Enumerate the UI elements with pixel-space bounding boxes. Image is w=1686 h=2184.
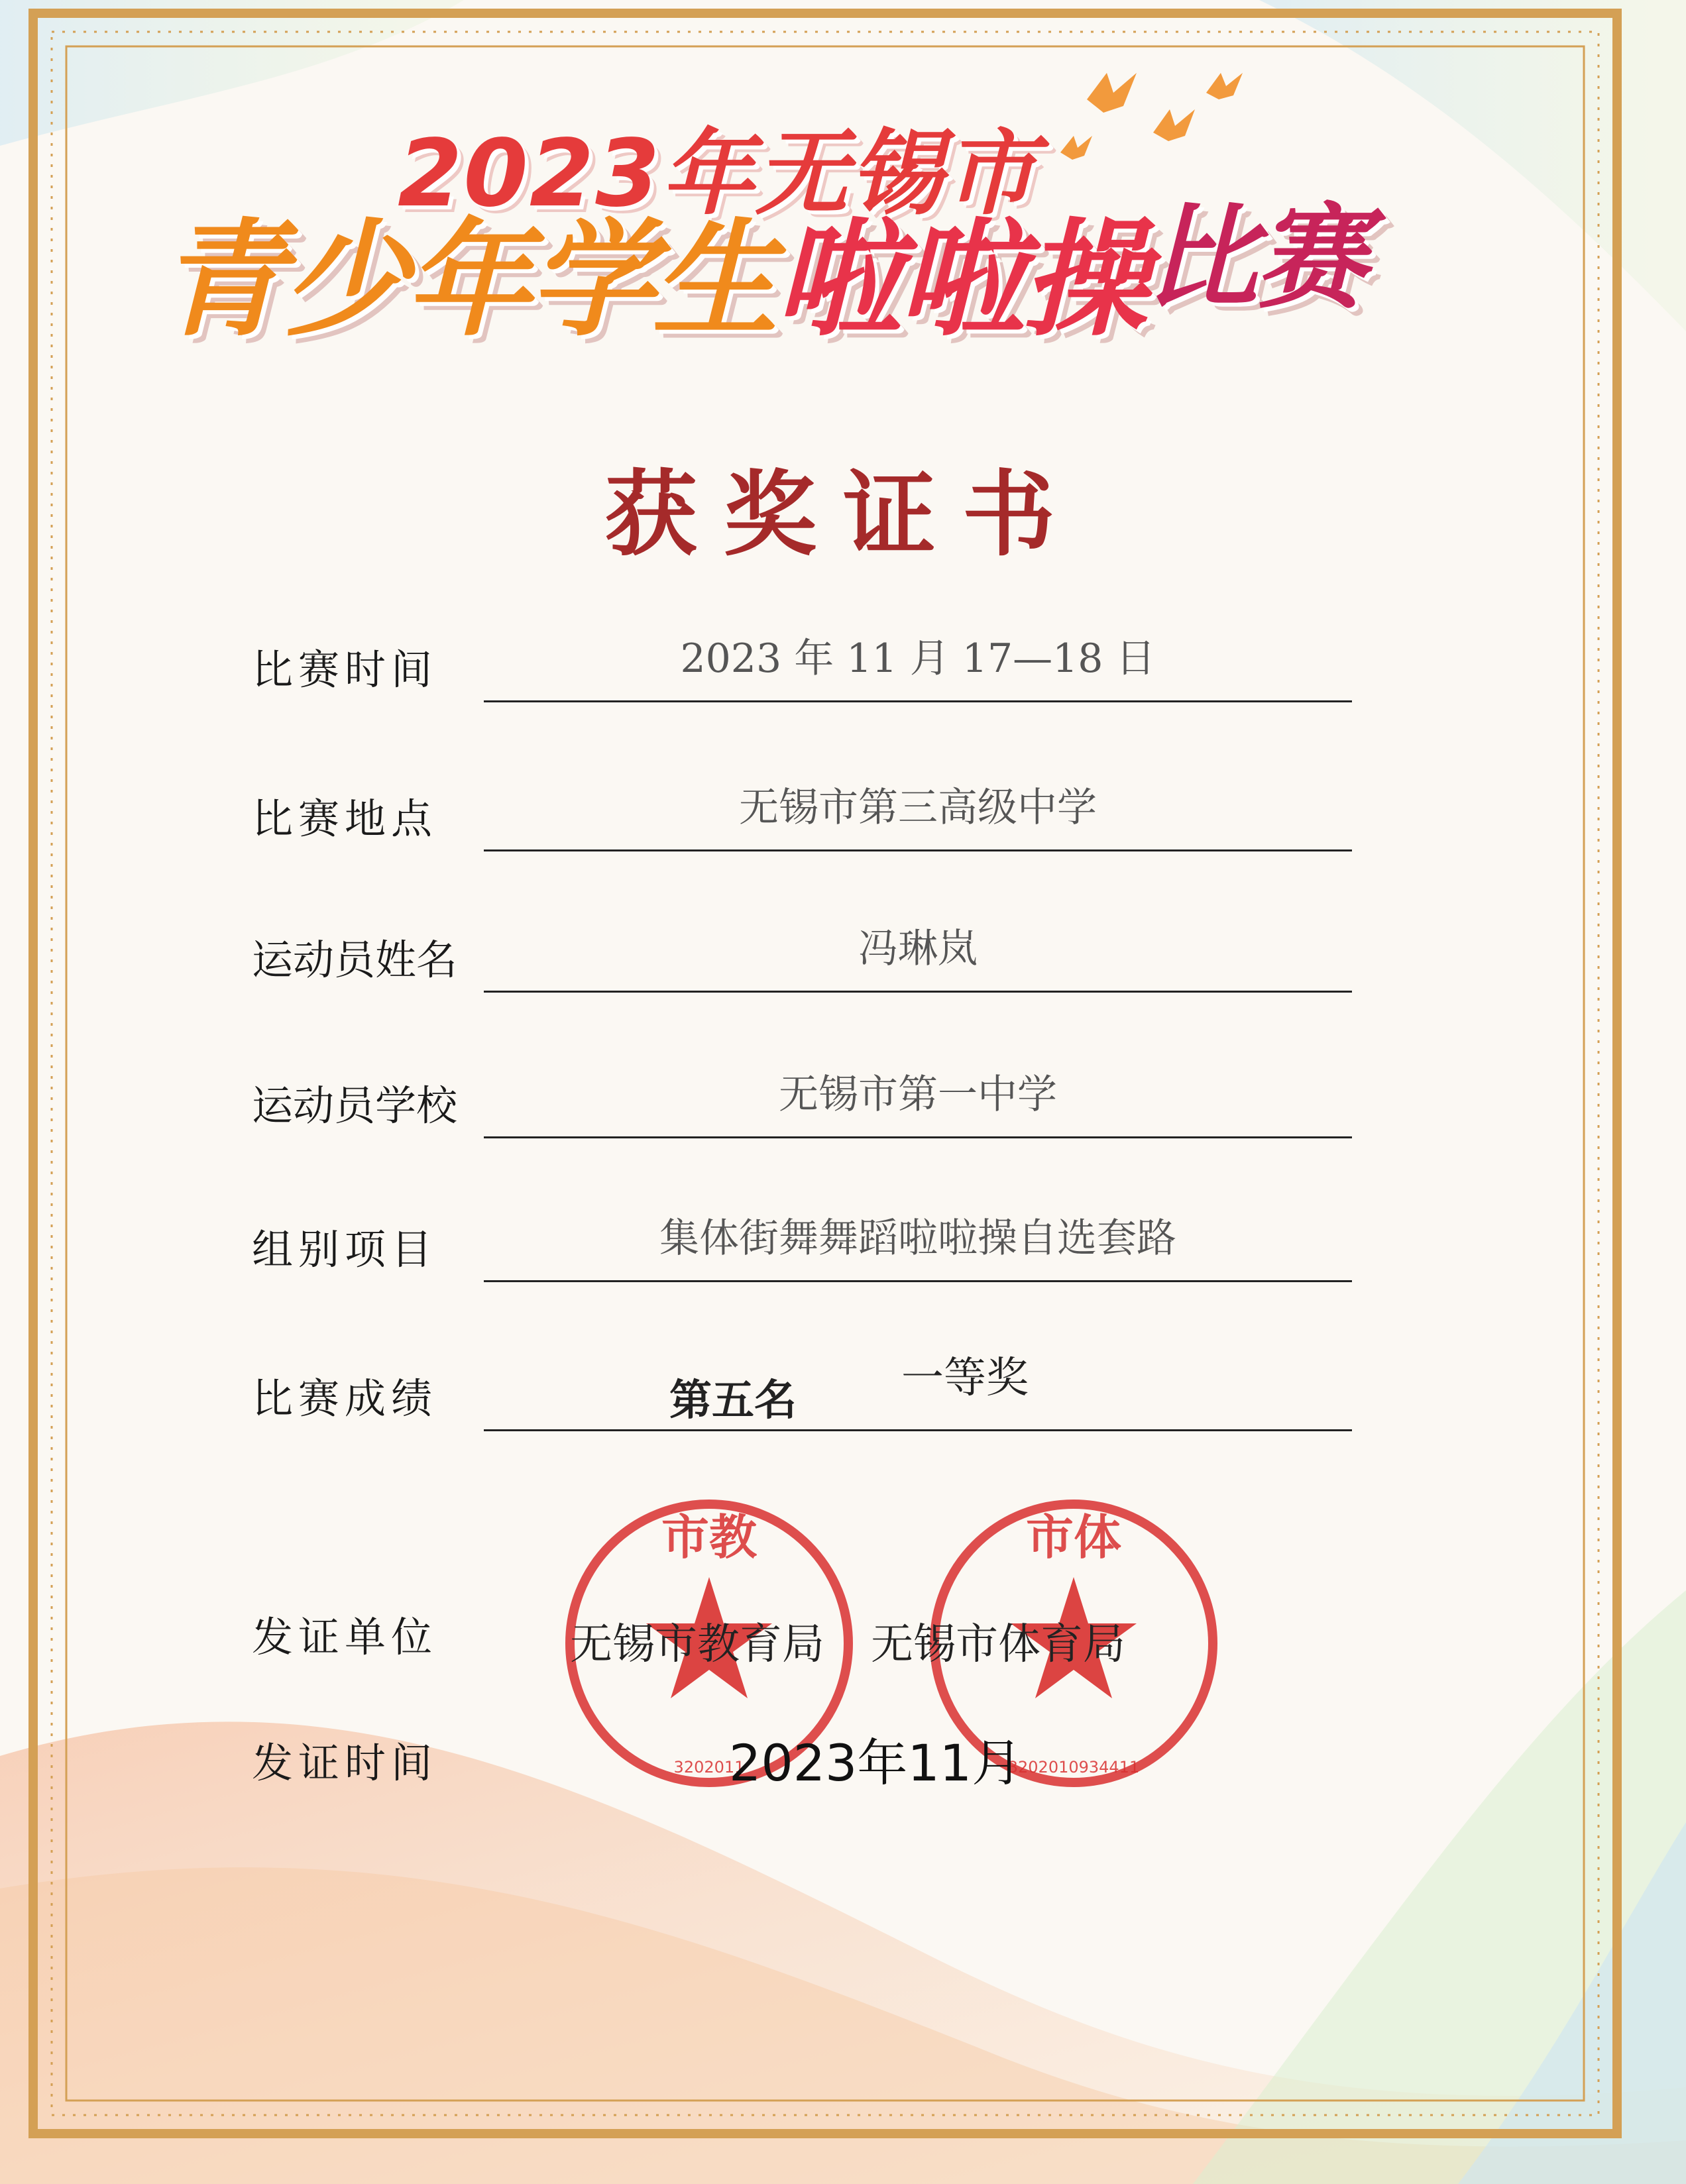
field-value: 无锡市第一中学 [779, 1071, 1057, 1118]
field-label: 组别项目 [252, 1225, 438, 1274]
banner-year-line: 2023年无锡市 [398, 120, 1038, 228]
field-label: 运动员学校 [252, 1081, 458, 1130]
banner-main-title [159, 179, 1485, 360]
issue-date-row [252, 1716, 517, 1796]
field-label: 发证时间 [252, 1739, 438, 1787]
banner-main-part3: 比赛 [1145, 193, 1366, 324]
field-underline [484, 849, 1352, 851]
field-underline [484, 1136, 1352, 1138]
field-underline [484, 991, 1352, 993]
issuer-row [252, 1590, 517, 1670]
seal-code: 3202011 [673, 1758, 745, 1776]
banner-main-part2: 啦啦操 [775, 207, 1146, 353]
certificate-title: 获奖证书 [604, 461, 1082, 569]
field-row-category [252, 1203, 1352, 1282]
field-value: 2023 年 11 月 17—18 日 [680, 635, 1156, 682]
field-row-venue [252, 772, 1352, 851]
field-label: 比赛时间 [252, 645, 438, 694]
result-award: 一等奖 [901, 1354, 1029, 1403]
field-row-athlete-school [252, 1059, 1352, 1138]
field-row-athlete-name [252, 913, 1352, 993]
svg-text:市体: 市体 [1025, 1509, 1122, 1565]
seal-code: 3202010934411 [1007, 1758, 1140, 1776]
field-value: 冯琳岚 [858, 926, 978, 972]
field-underline [484, 1280, 1352, 1282]
issuer-organizations [570, 1610, 1172, 1671]
field-underline [484, 1429, 1352, 1431]
field-label: 比赛地点 [252, 794, 438, 843]
field-value: 无锡市第三高级中学 [739, 785, 1097, 831]
field-label: 比赛成绩 [252, 1374, 438, 1423]
svg-text:市教: 市教 [661, 1509, 758, 1565]
field-row-result [252, 1352, 1352, 1431]
field-row-time [252, 623, 1352, 702]
banner-main-part1: 青少年学生 [159, 207, 776, 353]
field-value: 集体街舞舞蹈啦啦操自选套路 [659, 1215, 1176, 1262]
field-label: 运动员姓名 [252, 936, 458, 984]
issue-date-value: 2023年11月 [729, 1733, 1023, 1792]
result-rank-stamp: 第五名 [669, 1376, 797, 1425]
field-label: 发证单位 [252, 1613, 438, 1661]
issuer-org-sports: 无锡市体育局 [871, 1620, 1125, 1669]
field-underline [484, 700, 1352, 702]
issuer-org-education: 无锡市教育局 [570, 1620, 824, 1669]
